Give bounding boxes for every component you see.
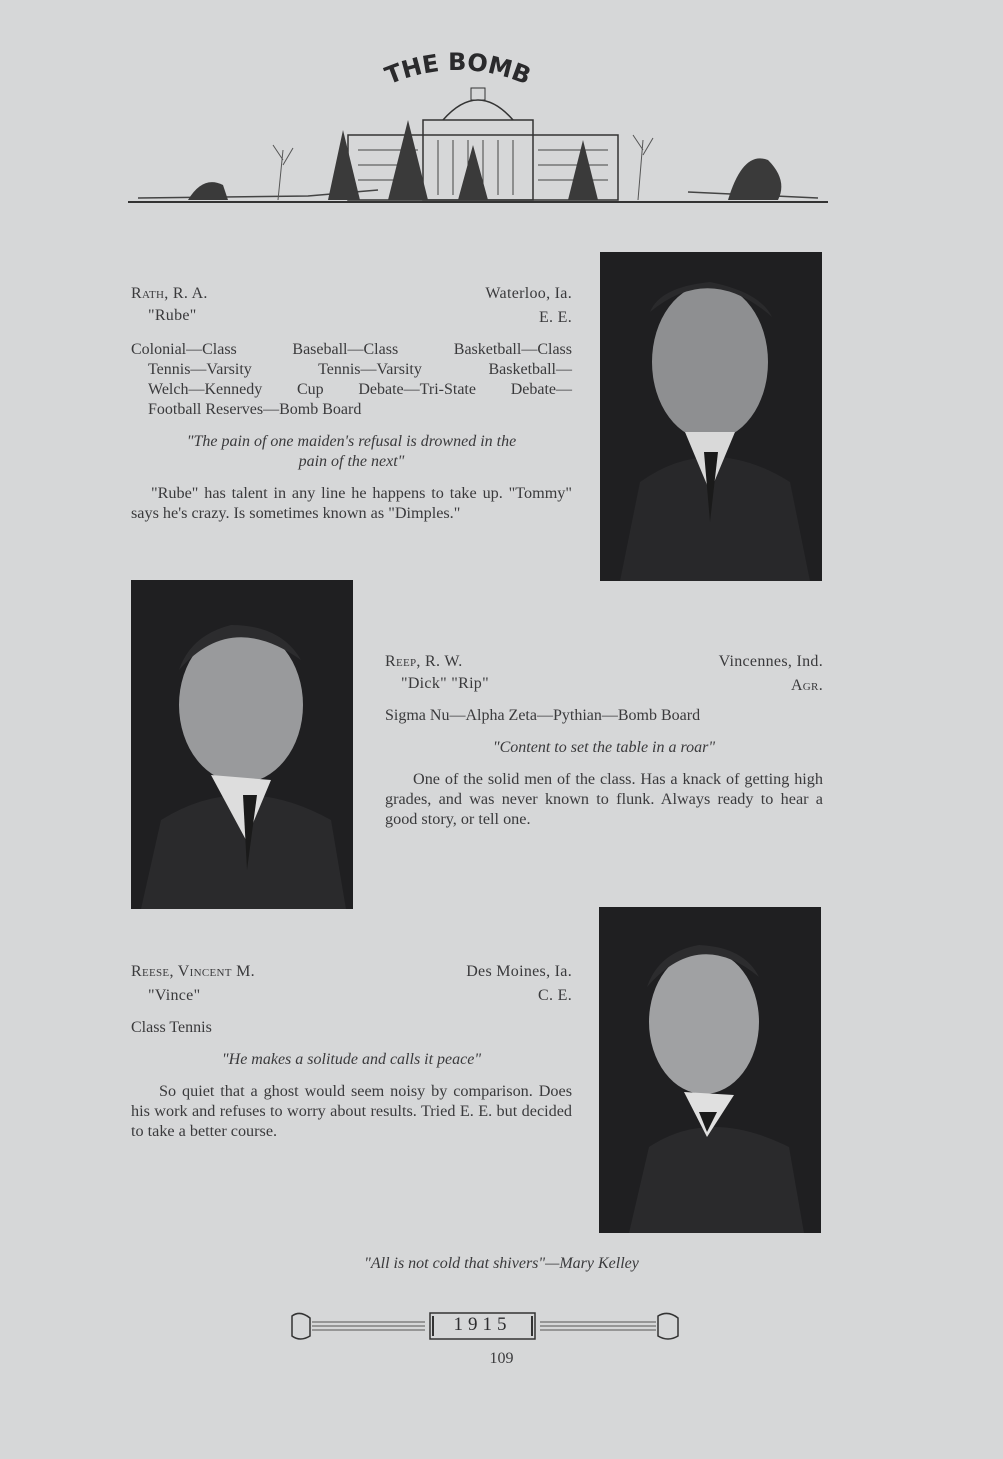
bomb-title: THE BOMB bbox=[381, 50, 535, 91]
entry-1-portrait bbox=[600, 252, 822, 581]
entry-1-nickname: "Rube" bbox=[148, 307, 197, 324]
entry-1-activities-line: Football Reserves—Bomb Board bbox=[148, 401, 362, 418]
entry-1-surname: Rath, bbox=[131, 285, 169, 302]
footer-quote: "All is not cold that shivers"—Mary Kelley bbox=[364, 1255, 639, 1272]
entry-3-initials: M. bbox=[236, 963, 255, 980]
entry-2-activities-line: Sigma Nu—Alpha Zeta—Pythian—Bomb Board bbox=[385, 707, 701, 724]
header-illustration bbox=[128, 50, 828, 220]
entry-3-surname: Reese, Vincent bbox=[131, 963, 232, 980]
entry-1-course: E. E. bbox=[538, 309, 572, 326]
entry-3-nickname: "Vince" bbox=[148, 987, 201, 1004]
entry-1-activities-line: Colonial—Class Baseball—Class Basketball—Class bbox=[131, 341, 572, 358]
entry-2-description: One of the solid men of the class. Has a knack of getting high grades, and was never known to flunk. Always ready to hear a good story, or tell one. bbox=[385, 770, 823, 828]
entry-2-surname: Reep, bbox=[385, 653, 421, 670]
entry-2-initials: R. W. bbox=[425, 653, 463, 670]
entry-2-hometown: Vincennes, Ind. bbox=[718, 653, 823, 670]
year-ornament bbox=[290, 1308, 680, 1344]
page-number: 109 bbox=[489, 1350, 514, 1367]
entry-1-initials: R. A. bbox=[172, 285, 208, 302]
entry-1-hometown: Waterloo, Ia. bbox=[485, 285, 572, 302]
entry-1-quote-line: "The pain of one maiden's refusal is drowned in the bbox=[186, 433, 517, 450]
entry-1-description: "Rube" has talent in any line he happens to take up. "Tommy" says he's crazy. Is sometimes known as "Dimples." bbox=[131, 484, 572, 522]
entry-3-description: So quiet that a ghost would seem noisy by comparison. Does his work and refuses to worry about results. Tried E. E. but decided to take a better course. bbox=[131, 1082, 572, 1140]
entry-2-course: Agr. bbox=[790, 677, 823, 694]
entry-3-quote-line: "He makes a solitude and calls it peace" bbox=[221, 1051, 482, 1068]
entry-1-quote-line: pain of the next" bbox=[298, 453, 405, 470]
entry-2-portrait bbox=[131, 580, 353, 909]
entry-1-activities-line: Tennis—Varsity Tennis—Varsity Basketball— bbox=[148, 361, 572, 378]
entry-3-course: C. E. bbox=[538, 987, 572, 1004]
entry-2-quote-line: "Content to set the table in a roar" bbox=[492, 739, 716, 756]
entry-1-name bbox=[131, 285, 208, 303]
entry-1-activities-line: Welch—Kennedy Cup Debate—Tri-State Debate— bbox=[148, 381, 572, 398]
entry-3-hometown: Des Moines, Ia. bbox=[466, 963, 572, 980]
entry-3-name bbox=[131, 963, 255, 981]
entry-2-nickname: "Dick" "Rip" bbox=[401, 675, 489, 692]
entry-3-portrait bbox=[599, 907, 821, 1233]
entry-2-name bbox=[385, 653, 463, 671]
entry-3-activities-line: Class Tennis bbox=[131, 1019, 212, 1036]
year-label: 1915 bbox=[453, 1314, 512, 1335]
